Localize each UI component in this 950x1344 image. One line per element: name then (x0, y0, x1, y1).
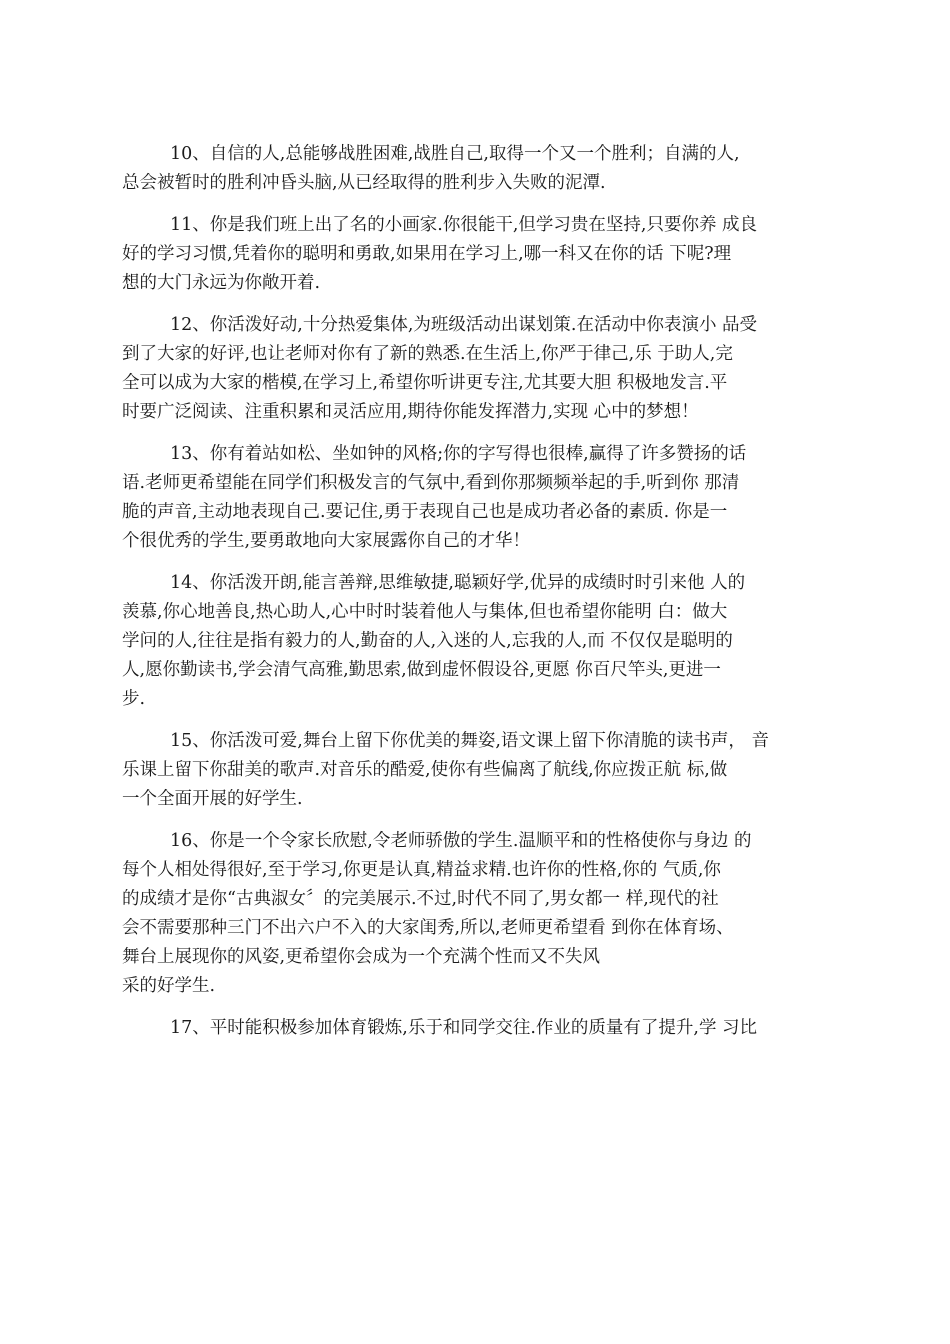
paragraph-line: 想的大门永远为你敞开着. (122, 273, 321, 293)
paragraph-line: 会不需要那种三门不出六户不入的大家闺秀,所以,老师更希望看 到你在体育场、 (122, 918, 734, 938)
paragraph-line: 好的学习习惯,凭着你的聪明和勇敢,如果用在学习上,哪一科又在你的话 下呢?理 (122, 244, 732, 264)
paragraph-line: 学问的人,往往是指有毅力的人,勤奋的人,入迷的人,忘我的人,而 不仅仅是聪明的 (122, 631, 733, 651)
comment-paragraph (122, 440, 826, 556)
comment-paragraph (122, 311, 826, 427)
comment-paragraph (122, 140, 826, 198)
paragraph-line: 13、你有着站如松、坐如钟的风格;你的字写得也很棒,赢得了许多赞扬的话 (170, 444, 747, 464)
paragraph-line: 17、平时能积极参加体育锻炼,乐于和同学交往.作业的质量有了提升,学 习比 (170, 1018, 758, 1038)
paragraph-line: 的成绩才是你“古典淑女〞的完美展示.不过,时代不同了,男女都一 样,现代的社 (122, 889, 719, 909)
comment-paragraph (122, 727, 826, 814)
paragraph-line: 全可以成为大家的楷模,在学习上,希望你听讲更专注,尤其要大胆 积极地发言.平 (122, 373, 728, 393)
paragraph-line: 语.老师更希望能在同学们积极发言的气氛中,看到你那频频举起的手,听到你 那清 (122, 473, 740, 493)
paragraph-line: 12、你活泼好动,十分热爱集体,为班级活动出谋划策.在活动中你表演小 品受 (170, 315, 758, 335)
comment-paragraph (122, 827, 826, 1001)
paragraph-line: 10、自信的人,总能够战胜困难,战胜自己,取得一个又一个胜利；自满的人, (170, 144, 740, 164)
paragraph-line: 时要广泛阅读、注重积累和灵活应用,期待你能发挥潜力,实现 心中的梦想！ (122, 402, 699, 422)
paragraph-line: 到了大家的好评,也让老师对你有了新的熟悉.在生活上,你严于律己,乐 于助人,完 (122, 344, 733, 364)
paragraph-line: 乐课上留下你甜美的歌声.对音乐的酷爱,使你有些偏离了航线,你应拨正航 标,做 (122, 760, 728, 780)
paragraph-line: 16、你是一个令家长欣慰,令老师骄傲的学生.温顺平和的性格使你与身边 的 (170, 831, 752, 851)
paragraph-line: 舞台上展现你的风姿,更希望你会成为一个充满个性而又不失风 (122, 947, 601, 967)
paragraph-line: 羡慕,你心地善良,热心助人,心中时时装着他人与集体,但也希望你能明 白：做大 (122, 602, 728, 622)
paragraph-line: 15、你活泼可爱,舞台上留下你优美的舞姿,语文课上留下你清脆的读书声， 音 (170, 731, 769, 751)
paragraph-line: 步. (122, 689, 146, 709)
comment-paragraph (122, 211, 826, 298)
paragraph-line: 11、你是我们班上出了名的小画家.你很能干,但学习贵在坚持,只要你养 成良 (170, 215, 758, 235)
comment-paragraph (122, 1014, 826, 1043)
paragraph-line: 14、你活泼开朗,能言善辩,思维敏捷,聪颖好学,优异的成绩时时引来他 人的 (170, 573, 746, 593)
paragraph-line: 脆的声音,主动地表现自己.要记住,勇于表现自己也是成功者必备的素质. 你是一 (122, 502, 728, 522)
paragraph-line: 个很优秀的学生,要勇敢地向大家展露你自己的才华！ (122, 531, 531, 551)
paragraph-line: 采的好学生. (122, 976, 216, 996)
comment-paragraph (122, 569, 826, 714)
paragraph-line: 人,愿你勤读书,学会清气高雅,勤思索,做到虚怀假设谷,更愿 你百尺竿头,更进一 (122, 660, 721, 680)
paragraph-line: 总会被暂时的胜利冲昏头脑,从已经取得的胜利步入失败的泥潭. (122, 173, 606, 193)
paragraph-line: 一个全面开展的好学生. (122, 789, 303, 809)
document-body (122, 140, 826, 1056)
paragraph-line: 每个人相处得很好,至于学习,你更是认真,精益求精.也许你的性格,你的 气质,你 (122, 860, 721, 880)
